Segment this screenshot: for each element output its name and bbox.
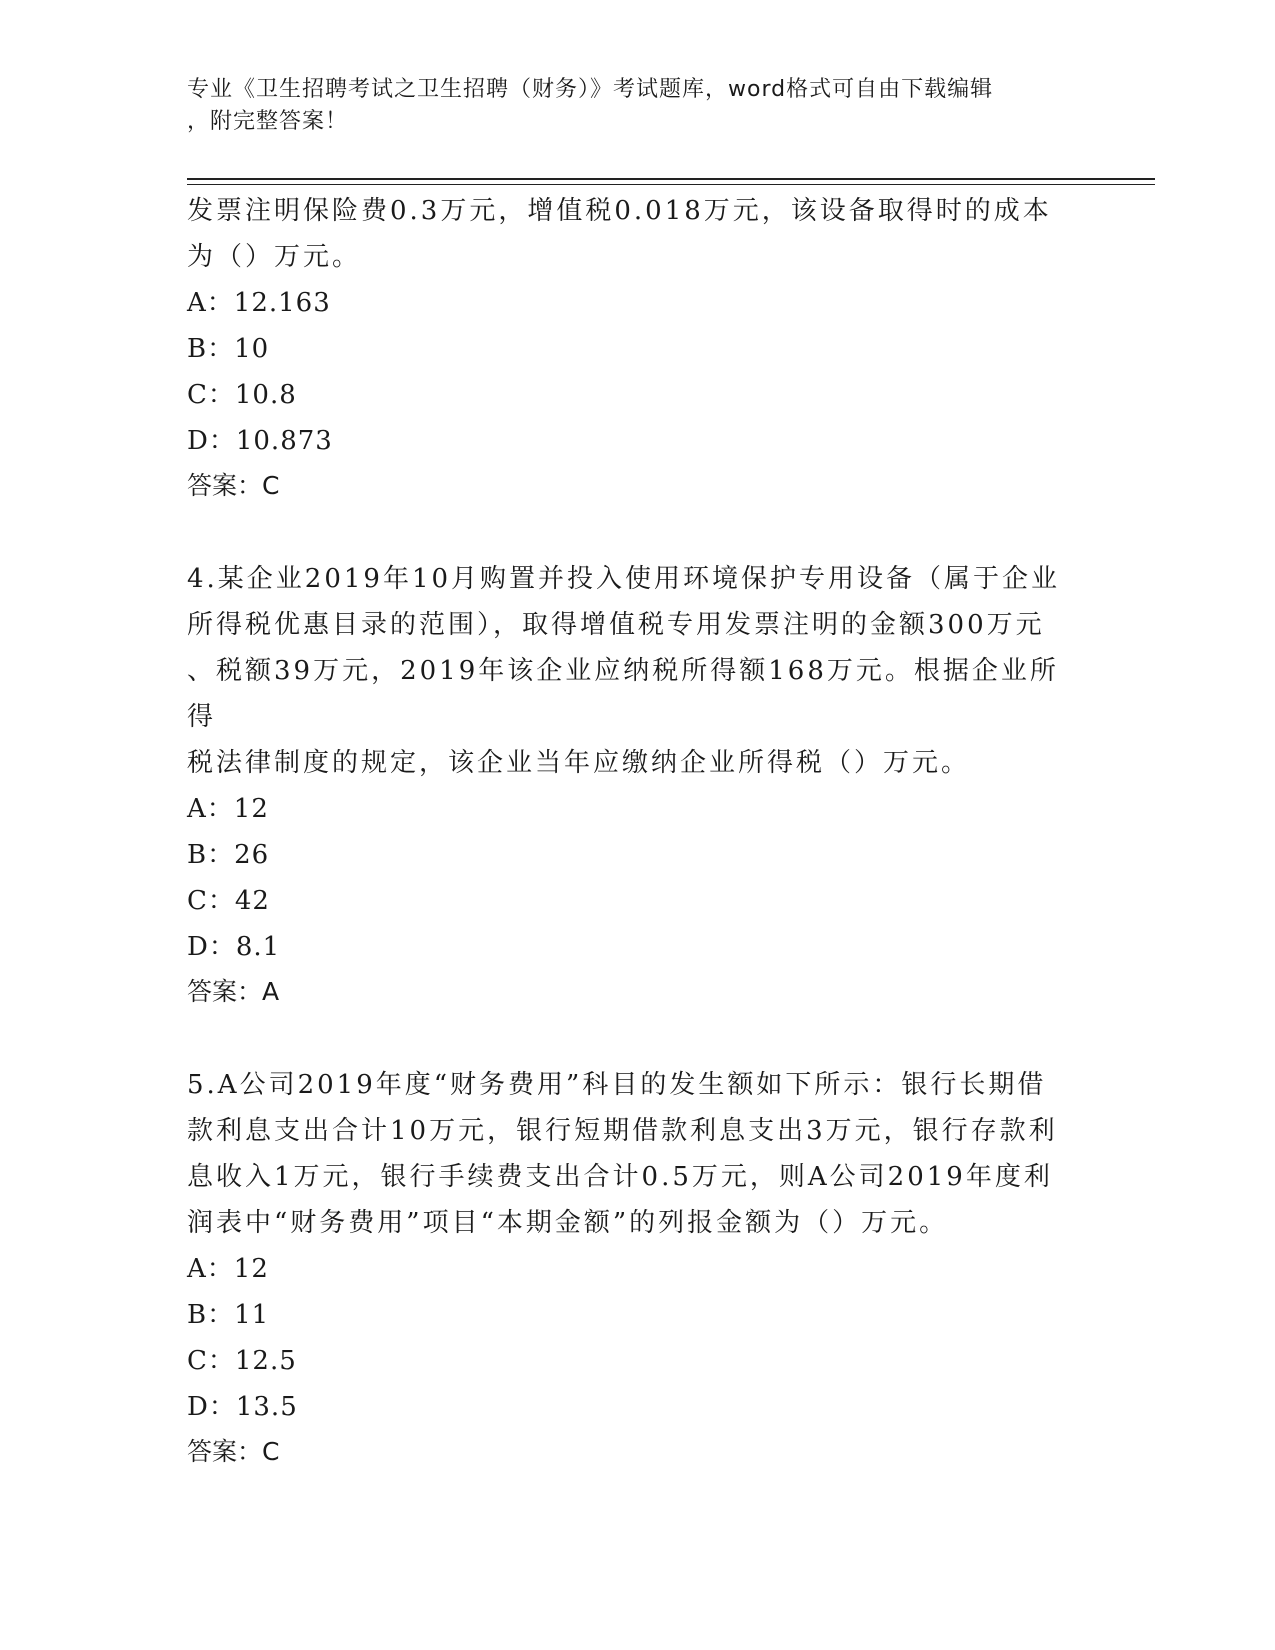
question-list	[187, 188, 1087, 1474]
option-a: A：12	[187, 794, 269, 824]
question-block	[187, 188, 1087, 508]
header-divider	[187, 178, 1155, 185]
header-line-2: ，附完整答案！	[187, 109, 349, 134]
option-c: C：12.5	[187, 1346, 297, 1376]
question-text: 5.A公司2019年度“财务费用”科目的发生额如下所示：银行长期借 款利息支出合计10万元，银行短期借款利息支出3万元，银行存款利 息收入1万元，银行手续费支出合计0.5万元，则A公司2019年度利 润表中“财务费用”项目“本期金额”的列报金额为（）万元。	[187, 1070, 1058, 1238]
answer: 答案：C	[187, 471, 280, 500]
option-a: A：12	[187, 1254, 269, 1284]
answer: 答案：A	[187, 977, 280, 1006]
option-b: B：11	[187, 1300, 270, 1330]
option-b: B：26	[187, 840, 270, 870]
option-d: D：10.873	[187, 426, 333, 456]
option-b: B：10	[187, 334, 270, 364]
question-text: 4.某企业2019年10月购置并投入使用环境保护专用设备（属于企业 所得税优惠目录的范围），取得增值税专用发票注明的金额300万元 、税额39万元，2019年该企业应纳税所得额168万元。根据企业所得 税法律制度的规定，该企业当年应缴纳企业所得税（）万元。	[187, 564, 1061, 778]
option-d: D：8.1	[187, 932, 281, 962]
question-block	[187, 1062, 1087, 1474]
answer: 答案：C	[187, 1437, 280, 1466]
header-line-1: 专业《卫生招聘考试之卫生招聘（财务）》考试题库，word格式可自由下载编辑	[187, 77, 994, 102]
option-d: D：13.5	[187, 1392, 298, 1422]
spacer	[187, 1014, 1087, 1062]
option-a: A：12.163	[187, 288, 331, 318]
question-block	[187, 556, 1087, 1014]
document-header	[187, 74, 1067, 138]
question-text: 发票注明保险费0.3万元，增值税0.018万元，该设备取得时的成本 为（）万元。	[187, 196, 1052, 272]
option-c: C：42	[187, 886, 270, 916]
option-c: C：10.8	[187, 380, 297, 410]
spacer	[187, 508, 1087, 556]
